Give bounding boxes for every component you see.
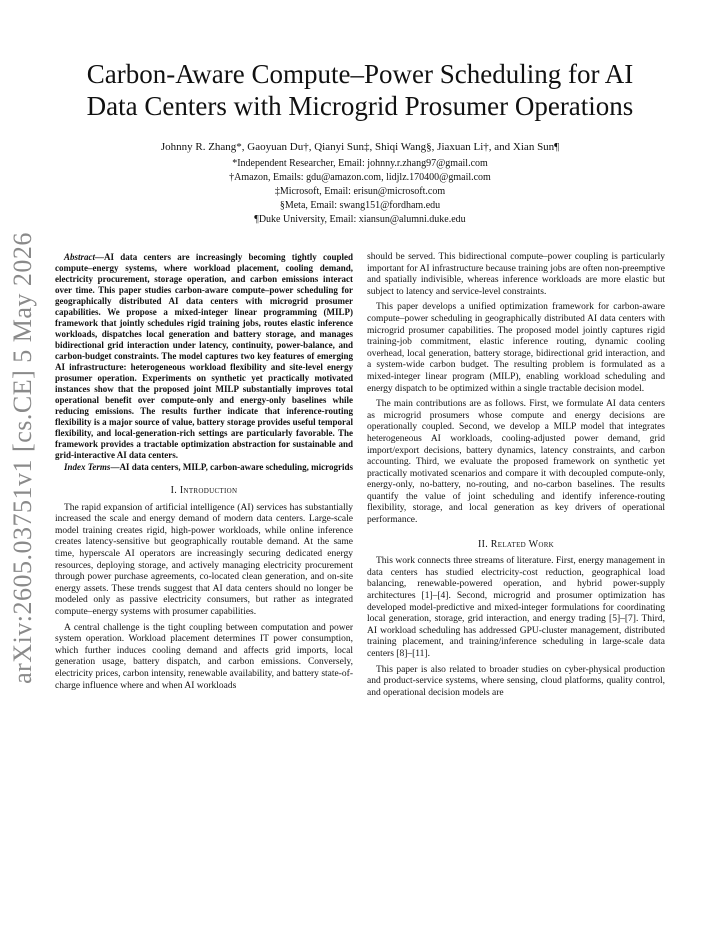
intro-paragraph-2-continued: should be served. This bidirectional compute–power coupling is particularly important for AI infrastructure because training jobs are often non-preemptive and spatially indivisible, whereas inference workloads are more elastic but subject to latency and service-level constraints. — [367, 252, 665, 297]
affiliation-2: †Amazon, Emails: gdu@amazon.com, lidjlz.170400@gmail.com — [229, 172, 491, 183]
intro-paragraph-1: The rapid expansion of artificial intelligence (AI) services has substantially increased the scale and energy demand of modern data centers. Large-scale model training creates rigid, high-power workloads, while online inference creates latency-sensitive but geographically routable demand. At the same time, hyperscale AI operators are increasingly securing dedicated energy resources, deploying storage, and actively managing electricity procurement through power purchase agreements, co-located clean generation, and on-site energy assets. These trends suggest that AI data centers should no longer be modeled only as passive electricity consumers, but rather as integrated compute–energy systems with prosumer capabilities. — [55, 502, 353, 617]
intro-paragraph-3: This paper develops a unified optimization framework for carbon-aware compute–power scheduling in geographically distributed AI data centers with microgrid prosumer capabilities. The proposed model jointly captures rigid training-job commitment, elastic inference routing, dynamic cooling overhead, local generation, battery storage, bidirectional grid interaction, and a system-wide carbon budget. The resulting problem is formulated as a mixed-integer linear program (MILP), enabling workload scheduling and energy dispatch to be optimized within a single tractable decision model. — [367, 302, 665, 394]
abstract-label: Abstract — [64, 252, 96, 262]
affiliation-list — [60, 157, 660, 227]
related-work-paragraph-2: This paper is also related to broader studies on cyber-physical production and product-service systems, where sensing, cloud platforms, quality control, and operational decision models are — [367, 664, 665, 698]
index-terms-label: Index Terms — [64, 462, 111, 472]
affiliation-1: *Independent Researcher, Email: johnny.r.zhang97@gmail.com — [232, 158, 488, 169]
intro-paragraph-2: A central challenge is the tight coupling between computation and power system operation. Workload placement determines IT power consumption, which further induces cooling demand and affects grid imports, local generation usage, battery dispatch, and carbon emissions. Conversely, electricity prices, carbon intensity, renewable availability, and battery state-of-charge influence where and when AI workloads — [55, 622, 353, 691]
left-column — [55, 252, 353, 692]
arxiv-identifier — [2, 232, 44, 684]
section-heading-introduction: I. Introduction — [170, 485, 238, 496]
author-list: Johnny R. Zhang*, Gaoyuan Du†, Qianyi Sun‡, Shiqi Wang§, Jiaxuan Li†, and Xian Sun¶ — [160, 141, 560, 153]
right-column — [367, 252, 665, 699]
section-heading-related-work: II. Related Work — [477, 538, 555, 550]
index-terms-text: —AI data centers, MILP, carbon-aware scheduling, microgrids — [110, 462, 354, 472]
index-terms — [55, 462, 353, 473]
title-line-1: Carbon-Aware Compute–Power Scheduling for AI — [86, 59, 634, 89]
abstract-text: —AI data centers are increasingly becoming tightly coupled compute–energy systems, where workload placement, cooling demand, electricity procurement, storage operation, and carbon emissions interact over time. This paper studies carbon-aware compute–power scheduling for geographically distributed AI data centers with microgrid prosumer capabilities. We propose a mixed-integer linear programming (MILP) framework that jointly schedules rigid training jobs, routes elastic inference workloads, dispatches local generation and battery storage, and manages bidirectional grid interaction under latency, continuity, power-balance, and carbon-budget constraints. The model captures two key features of emerging AI infrastructure: heterogeneous workload flexibility and site-level energy prosumer operation. Experiments on synthetic yet practically motivated instances show that the proposed joint MILP substantially improves total operational benefit over compute-only and energy-only baselines while reducing emissions. The results further indicate that inference-routing flexibility is a major source of value, battery storage provides useful temporal flexibility, and local-generation-rich settings are particularly favorable. The framework provides a tractable optimization abstraction for sustainable and grid-interactive AI data centers. — [55, 252, 353, 460]
abstract — [55, 252, 353, 461]
affiliation-5: ¶Duke University, Email: xiansun@alumni.duke.edu — [254, 214, 466, 225]
affiliation-4: §Meta, Email: swang151@fordham.edu — [279, 200, 441, 211]
paper-title — [60, 58, 660, 122]
arxiv-identifier-text: arXiv:2605.03751v1 [cs.CE] 5 May 2026 — [8, 232, 37, 684]
related-work-paragraph-1: This work connects three streams of literature. First, energy management in data centers has studied electricity-cost reduction, geographical load balancing, renewable-powered operation, and hybrid power-supply architectures [1]–[4]. Second, microgrid and prosumer optimization has developed model-predictive and mixed-integer formulations for coordinating local generation, storage, grid interaction, and energy trading [5]–[7]. Third, AI workload scheduling has addressed GPU-cluster management, distributed training placement, and training/inference scheduling in large-scale data centers [8]–[11]. — [367, 556, 665, 659]
affiliation-3: ‡Microsoft, Email: erisun@microsoft.com — [274, 186, 446, 197]
intro-paragraph-4: The main contributions are as follows. First, we formulate AI data centers as microgrid prosumers whose compute and energy decisions are operationally coupled. Second, we develop a MILP model that integrates heterogeneous AI workloads, cooling-adjusted power demand, grid import/export decisions, battery dynamics, latency constraints, and carbon accounting. Third, we evaluate the proposed framework on synthetic yet practically motivated scenarios and compare it with decoupled compute-only, energy-only, no-battery, no-routing, and no-carbon baselines. The results quantify the value of joint scheduling and identify inference-routing flexibility, storage, and local generation as key drivers of operational performance. — [367, 399, 665, 526]
title-line-2: Data Centers with Microgrid Prosumer Operations — [86, 91, 634, 121]
